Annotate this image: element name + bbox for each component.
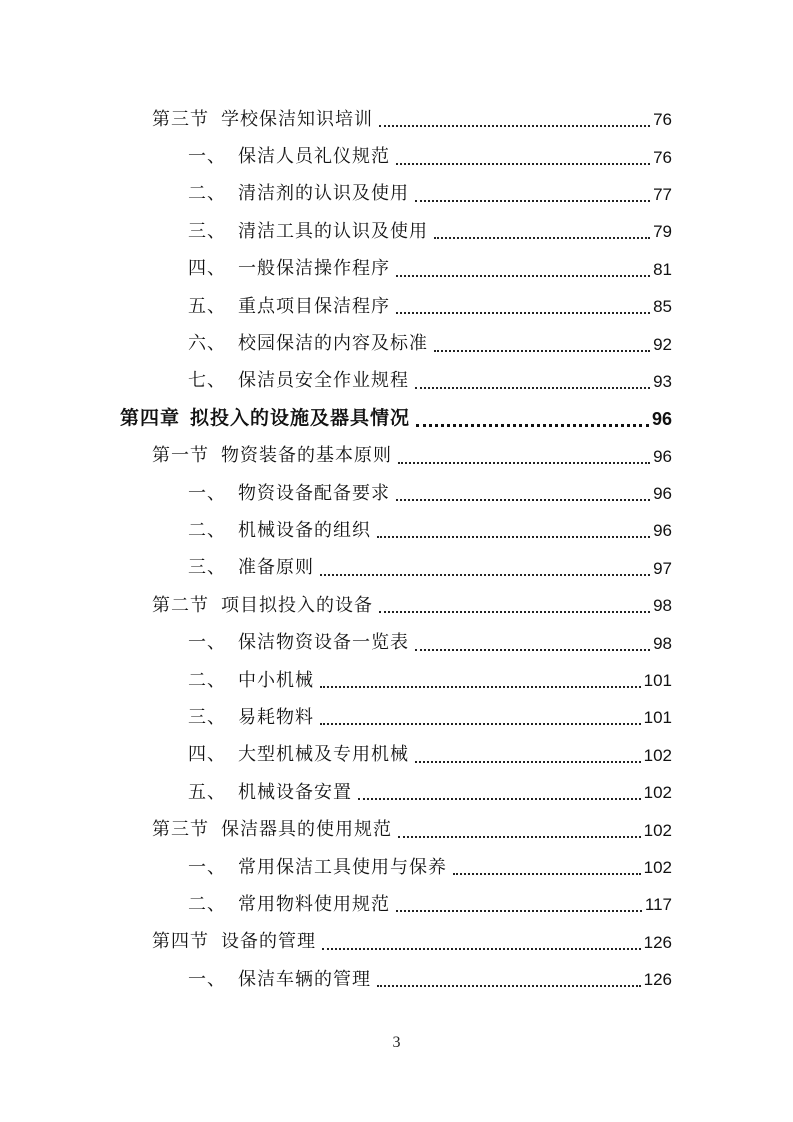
toc-entry-title: 保洁员安全作业规程: [238, 370, 409, 392]
toc-entry-number: 一、: [188, 146, 226, 168]
toc-entry-number: 三、: [188, 220, 226, 242]
toc-dot-leader: [358, 797, 641, 800]
toc-entry[interactable]: [0, 624, 793, 661]
toc-entry[interactable]: [0, 288, 793, 325]
toc-entry[interactable]: [0, 438, 793, 475]
toc-entry-page: 81: [653, 259, 672, 279]
toc-entry[interactable]: [0, 363, 793, 400]
toc-dot-leader: [396, 311, 650, 314]
toc-entry[interactable]: [0, 662, 793, 699]
toc-entry-number: 四、: [188, 258, 226, 280]
table-of-contents: [0, 101, 793, 998]
toc-entry[interactable]: [0, 512, 793, 549]
page-number: 3: [392, 1034, 401, 1051]
toc-entry[interactable]: [0, 475, 793, 512]
toc-entry-title: 重点项目保洁程序: [238, 295, 390, 317]
toc-entry-title: 物资设备配备要求: [238, 482, 390, 504]
toc-dot-leader: [434, 349, 650, 352]
toc-entry-number: 三、: [188, 706, 226, 728]
toc-dot-leader: [398, 835, 641, 838]
toc-entry-page: 96: [653, 484, 672, 504]
toc-entry-page: 93: [653, 371, 672, 391]
toc-entry-page: 126: [643, 970, 672, 990]
toc-entry-title: 物资装备的基本原则: [221, 445, 392, 467]
toc-entry-page: 102: [643, 745, 672, 765]
toc-entry-number: 二、: [188, 893, 226, 915]
toc-entry-number: 第二节: [152, 594, 209, 616]
toc-entry-title: 大型机械及专用机械: [238, 744, 409, 766]
toc-dot-leader: [416, 423, 649, 427]
toc-entry-page: 96: [653, 521, 672, 541]
toc-entry-number: 第四章: [120, 407, 181, 430]
toc-entry[interactable]: [0, 138, 793, 175]
toc-dot-leader: [377, 984, 641, 987]
toc-entry-number: 七、: [188, 370, 226, 392]
toc-entry-page: 98: [653, 633, 672, 653]
toc-entry-page: 85: [653, 297, 672, 317]
toc-entry-title: 清洁工具的认识及使用: [238, 220, 428, 242]
toc-entry-title: 保洁器具的使用规范: [221, 819, 392, 841]
toc-entry-title: 准备原则: [238, 557, 314, 579]
toc-entry-number: 一、: [188, 968, 226, 990]
toc-entry-page: 98: [653, 596, 672, 616]
toc-entry-number: 二、: [188, 183, 226, 205]
toc-dot-leader: [320, 573, 650, 576]
toc-entry-title: 常用保洁工具使用与保养: [238, 856, 447, 878]
toc-dot-leader: [396, 274, 650, 277]
toc-entry[interactable]: [0, 961, 793, 998]
toc-entry[interactable]: [0, 699, 793, 736]
toc-entry-number: 第三节: [152, 819, 209, 841]
toc-entry-title: 清洁剂的认识及使用: [238, 183, 409, 205]
toc-entry[interactable]: [0, 924, 793, 961]
toc-entry-page: 102: [643, 820, 672, 840]
toc-entry[interactable]: [0, 176, 793, 213]
toc-entry-number: 四、: [188, 744, 226, 766]
toc-dot-leader: [322, 947, 641, 950]
toc-entry-page: 102: [643, 858, 672, 877]
toc-entry[interactable]: [0, 251, 793, 288]
toc-entry-title: 机械设备安置: [238, 781, 352, 803]
toc-entry[interactable]: [0, 811, 793, 848]
toc-dot-leader: [415, 199, 650, 202]
toc-entry-page: 96: [651, 408, 672, 429]
toc-dot-leader: [398, 461, 650, 464]
toc-entry-page: 79: [653, 222, 672, 242]
toc-entry-page: 117: [644, 895, 672, 915]
toc-dot-leader: [453, 872, 641, 875]
toc-entry-title: 一般保洁操作程序: [238, 258, 390, 280]
toc-entry-page: 96: [653, 446, 672, 466]
toc-entry-title: 保洁物资设备一览表: [238, 632, 409, 654]
toc-entry-title: 保洁人员礼仪规范: [238, 146, 390, 168]
toc-entry[interactable]: [0, 774, 793, 811]
toc-entry-page: 101: [643, 671, 672, 691]
toc-dot-leader: [379, 124, 650, 127]
toc-entry[interactable]: [0, 325, 793, 362]
toc-entry-number: 六、: [188, 333, 226, 355]
toc-dot-leader: [415, 648, 650, 651]
toc-entry-number: 一、: [188, 632, 226, 654]
toc-entry-title: 校园保洁的内容及标准: [238, 333, 428, 355]
toc-entry-number: 五、: [188, 295, 226, 317]
toc-entry-page: 76: [653, 147, 672, 167]
toc-entry[interactable]: [0, 101, 793, 138]
toc-entry-number: 二、: [188, 519, 226, 541]
toc-entry-page: 102: [643, 783, 672, 803]
toc-entry[interactable]: [0, 886, 793, 923]
toc-entry-page: 101: [643, 708, 672, 728]
toc-dot-leader: [379, 610, 650, 613]
toc-entry-number: 五、: [188, 781, 226, 803]
toc-entry[interactable]: [0, 849, 793, 886]
toc-entry-number: 三、: [188, 557, 226, 579]
toc-entry-number: 一、: [188, 856, 226, 878]
toc-entry-title: 项目拟投入的设备: [221, 594, 373, 616]
toc-entry-page: 92: [653, 334, 672, 354]
toc-dot-leader: [434, 236, 650, 239]
toc-dot-leader: [377, 535, 650, 538]
toc-entry-title: 常用物料使用规范: [238, 893, 390, 915]
toc-entry-title: 设备的管理: [221, 931, 316, 953]
toc-entry-title: 中小机械: [238, 669, 314, 691]
toc-dot-leader: [320, 685, 641, 688]
toc-entry-title: 拟投入的设施及器具情况: [190, 407, 411, 430]
toc-dot-leader: [415, 386, 650, 389]
toc-entry-title: 易耗物料: [238, 706, 314, 728]
toc-entry-title: 保洁车辆的管理: [238, 968, 371, 990]
toc-entry[interactable]: [0, 587, 793, 624]
toc-entry-title: 学校保洁知识培训: [221, 108, 373, 130]
toc-entry-page: 97: [653, 558, 672, 578]
toc-entry-number: 一、: [188, 482, 226, 504]
toc-entry-page: 126: [643, 932, 672, 952]
toc-entry-number: 二、: [188, 669, 226, 691]
toc-dot-leader: [396, 909, 642, 912]
toc-entry-number: 第一节: [152, 445, 209, 467]
toc-dot-leader: [415, 760, 641, 763]
toc-entry[interactable]: [0, 213, 793, 250]
toc-entry-title: 机械设备的组织: [238, 519, 371, 541]
toc-entry[interactable]: [0, 550, 793, 587]
toc-entry-number: 第三节: [152, 108, 209, 130]
toc-dot-leader: [396, 162, 650, 165]
toc-dot-leader: [396, 498, 650, 501]
toc-entry-number: 第四节: [152, 931, 209, 953]
toc-chapter-entry[interactable]: [0, 400, 793, 437]
toc-entry[interactable]: [0, 737, 793, 774]
toc-entry-page: 76: [653, 110, 672, 130]
toc-dot-leader: [320, 722, 641, 725]
toc-entry-page: 77: [653, 184, 672, 204]
